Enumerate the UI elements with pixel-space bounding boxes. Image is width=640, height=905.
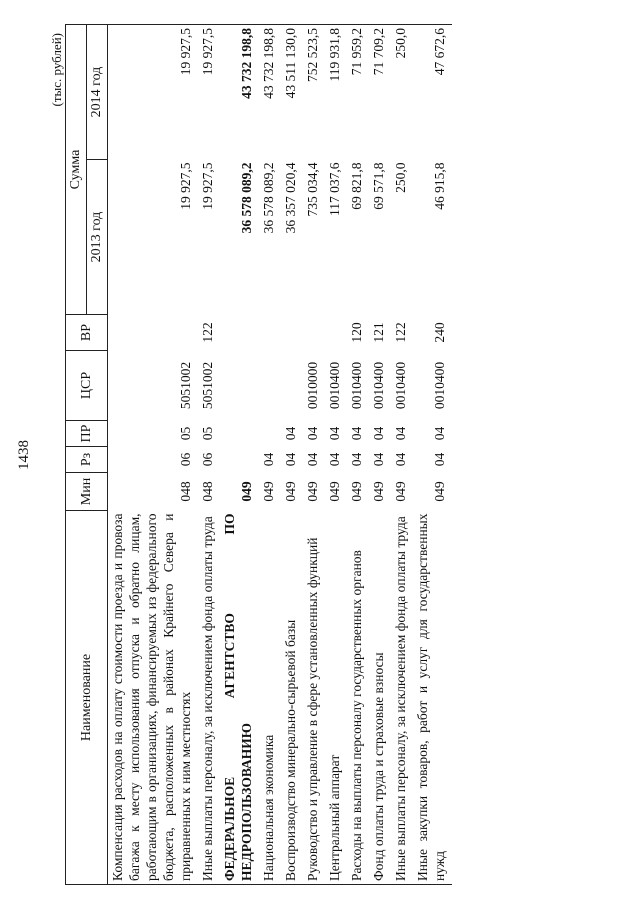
row-pr: 04 [283,426,298,441]
row-vr [220,315,259,351]
row-csr: 0010400 [432,361,447,410]
budget-table [65,24,452,885]
header-2013: 2013 год [87,160,108,315]
row-vr [281,315,303,351]
table-row [369,25,391,885]
row-csr: 0010400 [393,361,408,410]
row-value-2013: 36 578 089,2 [261,162,276,234]
row-pr: 04 [327,426,342,441]
row-min: 049 [349,481,364,502]
row-pr [220,421,259,447]
row-pr: 05 [178,426,193,441]
row-vr: 240 [432,322,447,343]
row-name: Иные выплаты персоналу, за исключением фонда оплаты труда [391,511,413,885]
table-row [413,25,452,885]
row-pr: 04 [349,426,364,441]
header-2014: 2014 год [87,25,108,160]
row-csr: 0010400 [371,361,386,410]
row-min: 049 [393,481,408,502]
row-min: 048 [200,481,215,502]
row-csr [220,351,259,421]
row-vr [259,315,281,351]
row-name: ФЕДЕРАЛЬНОЕ АГЕНТСТВО ПО НЕДРОПОЛЬЗОВАНИЮ [220,511,259,885]
row-value-2014: 47 672,6 [413,25,452,160]
header-csr: ЦСР [66,351,108,421]
row-name: Фонд оплаты труда и страховые взносы [369,511,391,885]
row-csr: 5051002 [178,361,193,410]
row-min: 049 [283,481,298,502]
row-pr: 04 [305,426,320,441]
row-value-2013: 69 821,8 [349,162,364,210]
header-name: Наименование [66,511,108,885]
row-value-2013: 117 037,6 [327,162,342,216]
row-min: 049 [371,481,386,502]
row-pr: 04 [393,426,408,441]
row-value-2013: 36 578 089,2 [239,162,254,234]
row-csr: 0010400 [349,361,364,410]
header-sum: Сумма [66,25,87,315]
units-label: (тыс. рублей) [49,33,64,107]
table-row [303,25,325,885]
header-min: Мин [66,473,108,511]
row-value-2013: 36 357 020,4 [283,162,298,234]
header-rz: Рз [66,447,108,473]
row-rz: 04 [305,452,320,467]
row-min: 049 [305,481,320,502]
row-pr: 05 [200,426,215,441]
row-min: 049 [261,481,276,502]
table-row [259,25,281,885]
row-value-2013: 46 915,8 [432,162,447,210]
row-name: Расходы на выплаты персоналу государственных органов [347,511,369,885]
row-value-2013: 735 034,4 [305,162,320,217]
row-value-2014: 119 931,8 [325,25,347,160]
row-vr [325,315,347,351]
row-value-2014: 71 709,2 [369,25,391,160]
row-value-2013: 250,0 [393,162,408,193]
header-vr: ВР [66,315,108,351]
row-value-2013: 69 571,8 [371,162,386,210]
row-value-2014: 250,0 [391,25,413,160]
row-pr: 04 [371,426,386,441]
table-body [108,25,453,885]
row-min: 048 [178,481,193,502]
row-rz: 04 [283,452,298,467]
row-value-2014: 43 511 130,0 [281,25,303,160]
row-name: Национальная экономика [259,511,281,885]
row-rz: 04 [349,452,364,467]
row-value-2014: 71 959,2 [347,25,369,160]
row-vr: 122 [200,322,215,343]
table-row [325,25,347,885]
table-row [281,25,303,885]
row-rz: 04 [371,452,386,467]
row-csr: 5051002 [200,361,215,410]
row-value-2014: 43 732 198,8 [259,25,281,160]
rotated-page [16,25,595,885]
row-value-2014: 19 927,5 [108,25,199,160]
header-pr: ПР [66,421,108,447]
row-value-2014: 43 732 198,8 [220,25,259,160]
row-vr: 122 [393,322,408,343]
row-name: Воспроизводство минерально-сырьевой базы [281,511,303,885]
row-csr [281,351,303,421]
row-min: 049 [432,481,447,502]
table-row [220,25,259,885]
row-min: 049 [327,481,342,502]
row-name: Компенсация расходов на оплату стоимости проезда и провоза багажа к месту использования отпуска и обратно лицам, работающим в организациях, финансируемых из федерального бюджета, расположенных в районах Крайнего Севера и приравненных к ним местностях [108,511,199,885]
row-name: Иные закупки товаров, работ и услуг для государственных нужд [413,511,452,885]
row-value-2014: 752 523,5 [303,25,325,160]
row-pr [259,421,281,447]
table-row [108,25,199,885]
row-rz: 04 [327,452,342,467]
row-rz: 04 [432,452,447,467]
table-row [347,25,369,885]
row-rz: 06 [178,452,193,467]
row-value-2013: 19 927,5 [178,162,193,210]
table-row [198,25,220,885]
row-csr: 0010000 [305,361,320,410]
row-name: Иные выплаты персоналу, за исключением фонда оплаты труда [198,511,220,885]
row-csr [259,351,281,421]
row-name: Центральный аппарат [325,511,347,885]
row-csr: 0010400 [327,361,342,410]
row-vr [303,315,325,351]
page-number: 1438 [16,440,32,470]
row-rz: 06 [200,452,215,467]
row-value-2013: 19 927,5 [200,162,215,210]
row-name: Руководство и управление в сфере установленных функций [303,511,325,885]
table-row [391,25,413,885]
row-rz: 04 [261,452,276,467]
row-vr [108,315,199,351]
row-vr: 121 [371,322,386,343]
row-min: 049 [239,481,254,502]
row-pr: 04 [432,426,447,441]
row-vr: 120 [349,322,364,343]
row-rz: 04 [393,452,408,467]
row-rz [220,447,259,473]
row-value-2014: 19 927,5 [198,25,220,160]
